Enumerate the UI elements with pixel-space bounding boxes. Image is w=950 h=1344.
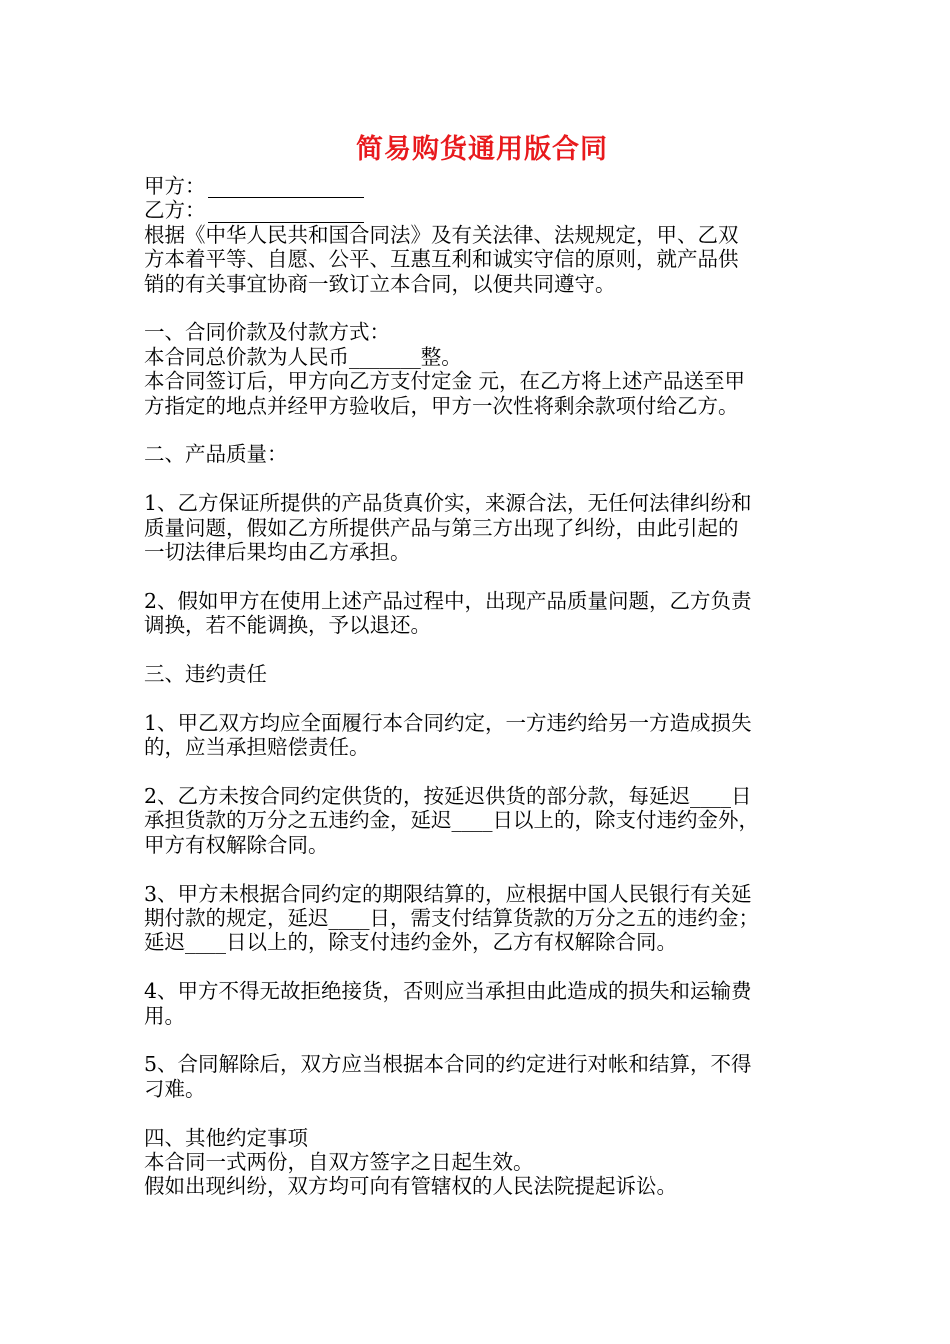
section-3-item-4-line: 用。	[144, 1003, 185, 1028]
section-3-item-5-line: 刁难。	[144, 1076, 206, 1101]
section-1	[144, 320, 820, 418]
section-1-line: 方指定的地点并经甲方验收后，甲方一次性将剩余款项付给乙方。	[144, 393, 739, 418]
section-4-line: 假如出现纠纷，双方均可向有管辖权的人民法院提起诉讼。	[144, 1174, 677, 1199]
section-3-item-3-line: 3、甲方未根据合同约定的期限结算的，应根据中国人民银行有关延	[144, 881, 752, 906]
section-3-item-2-line: 承担货款的万分之五违约金，延迟____日以上的，除支付违约金外，	[144, 808, 759, 833]
section-2-item-1-line: 1、乙方保证所提供的产品货真价实，来源合法，无任何法律纠纷和	[144, 491, 752, 516]
section-2-item-2-line: 调换，若不能调换，予以退还。	[144, 613, 431, 638]
section-1-line: 本合同总价款为人民币_______整。	[144, 344, 462, 369]
document-title: 简易购货通用版合同	[356, 134, 608, 165]
intro-line: 销的有关事宜协商一致订立本合同，以便共同遵守。	[144, 271, 616, 296]
section-4-heading: 四、其他约定事项	[144, 1125, 308, 1150]
intro-line: 根据《中华人民共和国合同法》及有关法律、法规规定，甲、乙双	[144, 222, 739, 247]
section-3-item-3-line: 期付款的规定，延迟____日，需支付结算货款的万分之五的违约金；	[144, 906, 759, 931]
party-a-blank	[208, 177, 364, 198]
section-4-line: 本合同一式两份，自双方签字之日起生效。	[144, 1150, 534, 1175]
intro-paragraph	[144, 223, 820, 296]
section-2-item-1-line: 质量问题，假如乙方所提供产品与第三方出现了纠纷，由此引起的	[144, 515, 739, 540]
section-2-heading: 二、产品质量：	[144, 442, 288, 467]
intro-line: 方本着平等、自愿、公平、互惠互利和诚实守信的原则，就产品供	[144, 247, 739, 272]
section-1-line: 本合同签订后，甲方向乙方支付定金 元，在乙方将上述产品送至甲	[144, 369, 746, 394]
section-3-item-5-line: 5、合同解除后，双方应当根据本合同的约定进行对帐和结算，不得	[144, 1052, 752, 1077]
section-3-item-4-line: 4、甲方不得无故拒绝接货，否则应当承担由此造成的损失和运输费	[144, 979, 752, 1004]
party-a-line	[144, 174, 820, 198]
section-4	[144, 1126, 820, 1199]
section-3-item-3-line: 延迟____日以上的，除支付违约金外，乙方有权解除合同。	[144, 930, 677, 955]
section-3-item-2-line: 2、乙方未按合同约定供货的，按延迟供货的部分款，每延迟____日	[144, 784, 752, 809]
section-2	[144, 442, 820, 637]
party-b-line	[144, 198, 820, 222]
party-b-label: 乙方：	[144, 198, 206, 223]
section-3-item-2-line: 甲方有权解除合同。	[144, 832, 329, 857]
party-a-label: 甲方：	[144, 174, 206, 198]
section-2-item-1-line: 一切法律后果均由乙方承担。	[144, 540, 411, 565]
contract-body	[144, 128, 820, 1199]
section-1-heading: 一、合同价款及付款方式：	[144, 320, 390, 345]
section-3-item-1-line: 的，应当承担赔偿责任。	[144, 735, 370, 760]
party-b-blank	[208, 202, 364, 223]
section-3-item-1-line: 1、甲乙双方均应全面履行本合同约定，一方违约给另一方造成损失	[144, 710, 752, 735]
section-3-heading: 三、违约责任	[144, 662, 267, 687]
section-3	[144, 662, 820, 1101]
section-2-item-2-line: 2、假如甲方在使用上述产品过程中，出现产品质量问题，乙方负责	[144, 588, 752, 613]
